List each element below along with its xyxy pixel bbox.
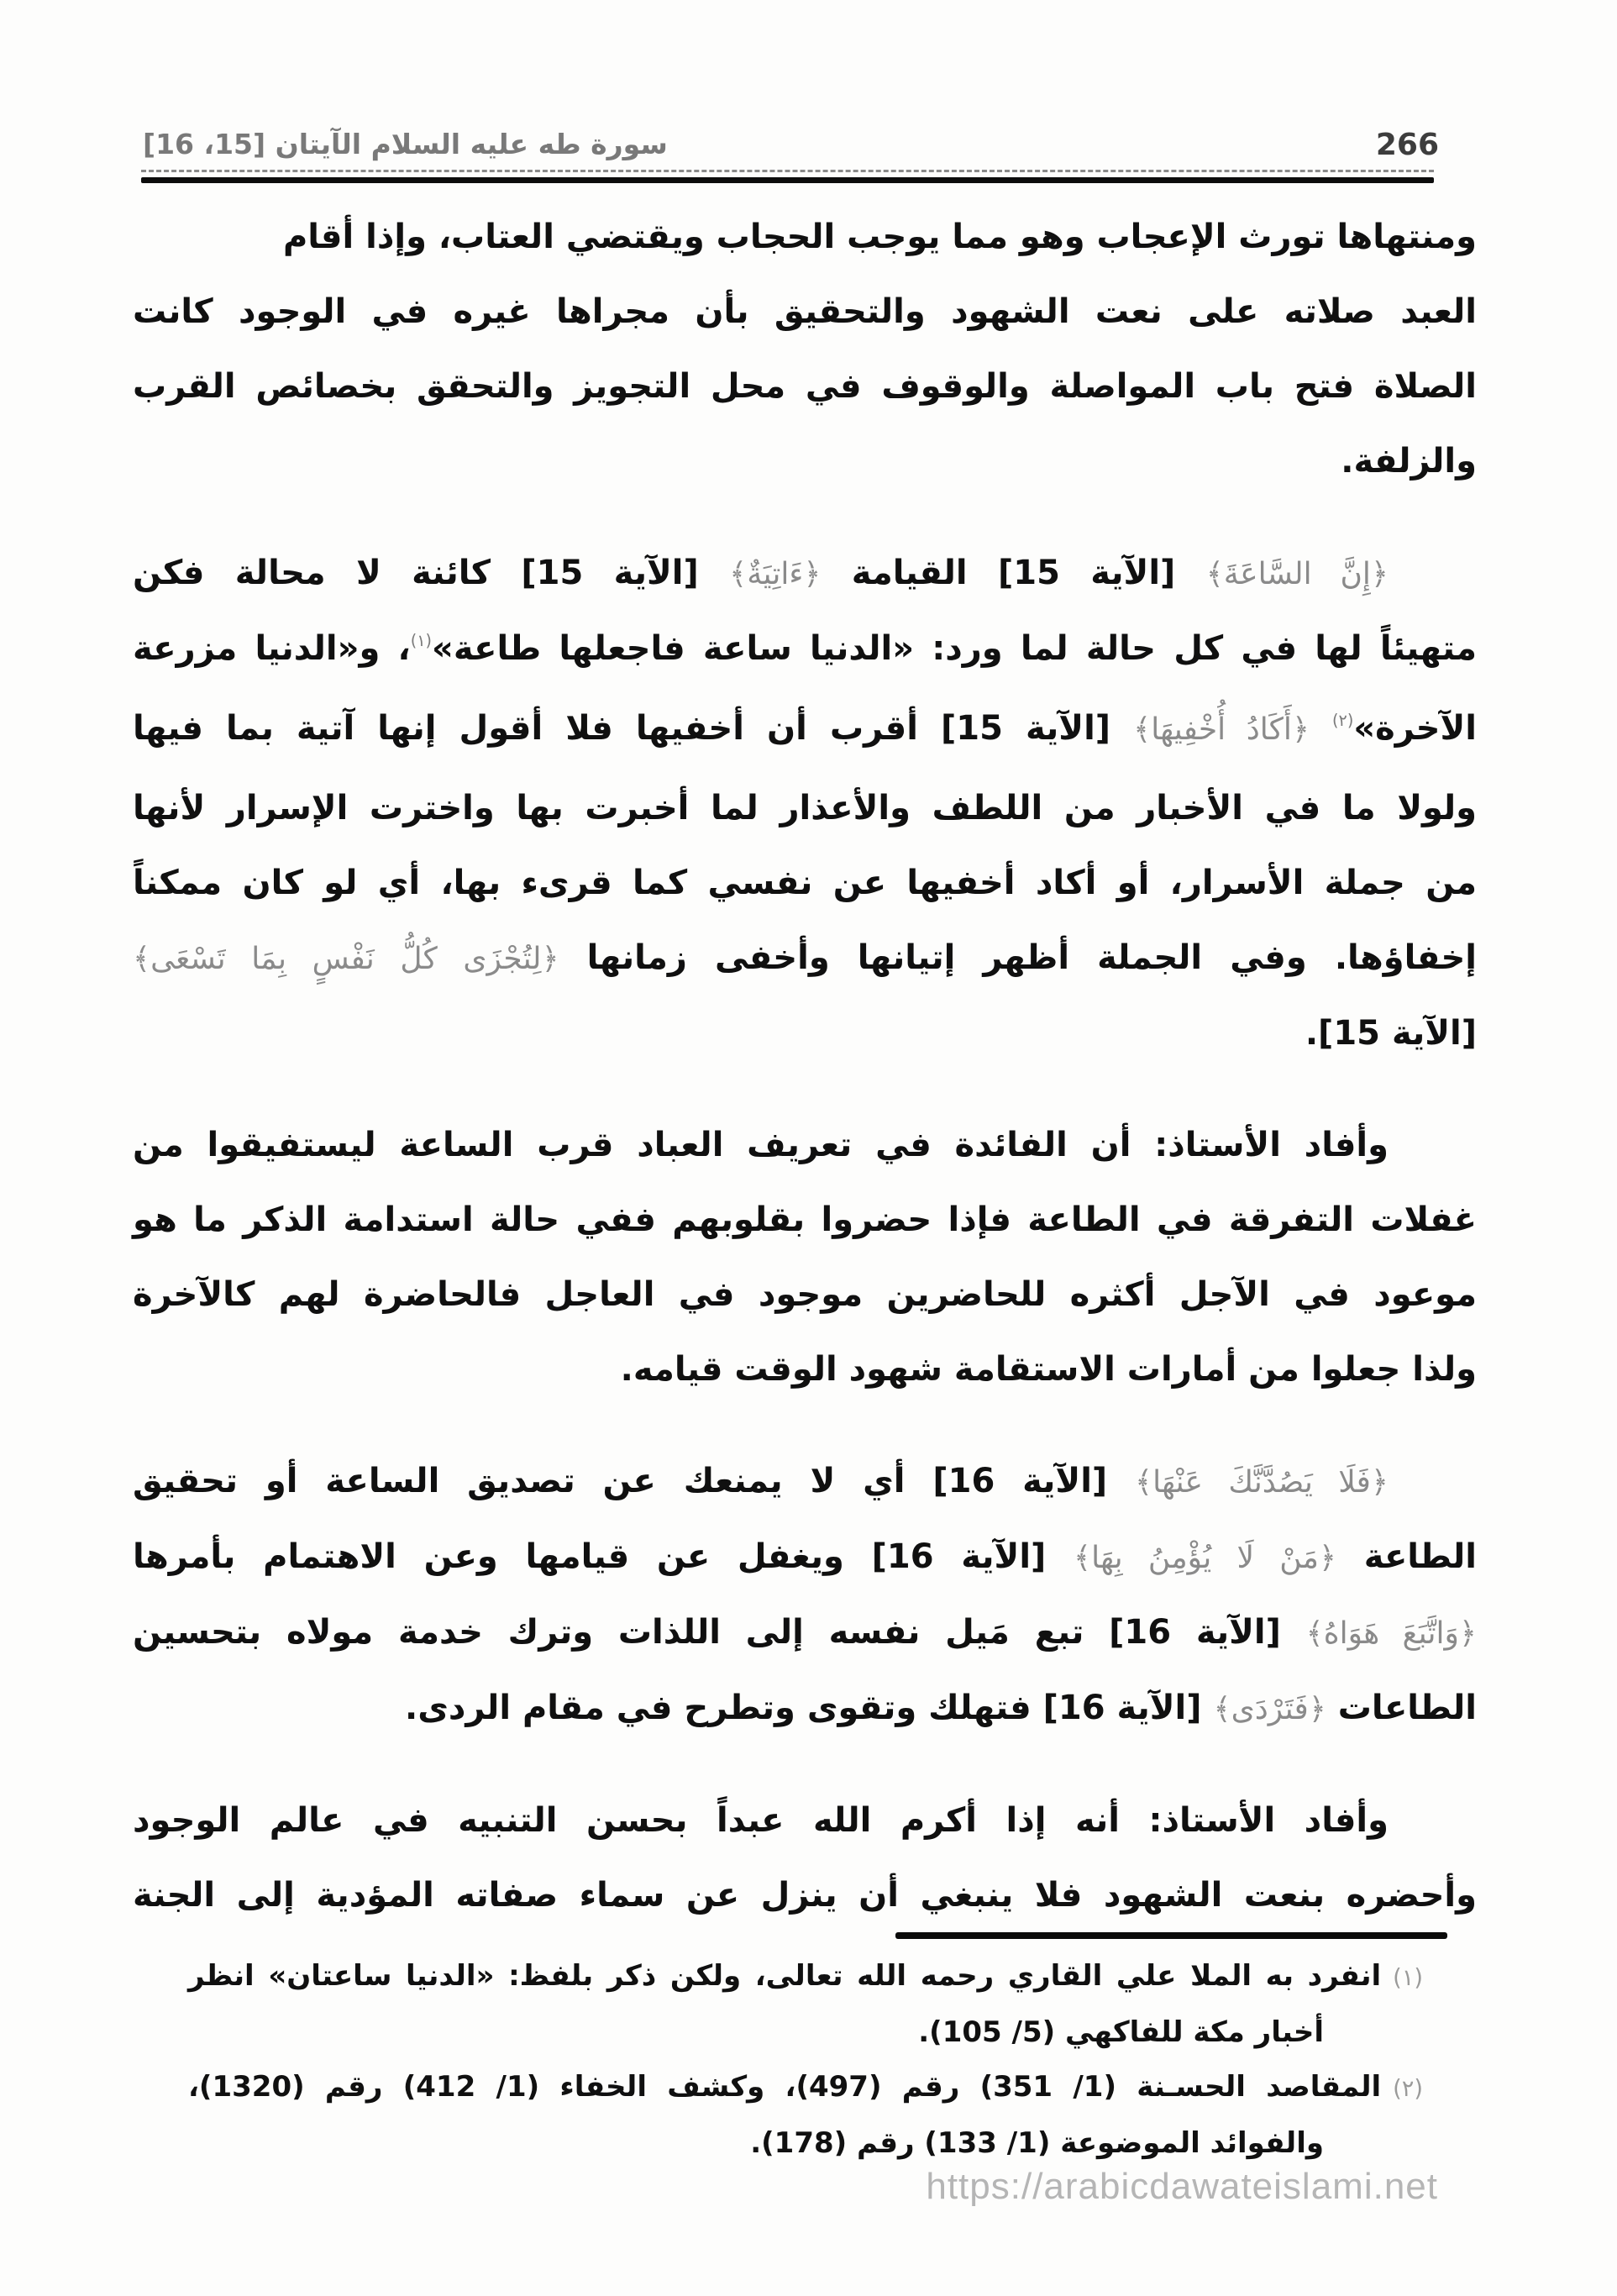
text-line bbox=[133, 1332, 1477, 1407]
text-line bbox=[133, 1595, 1477, 1671]
text-line bbox=[133, 1183, 1477, 1258]
body-segment: [الآية 16] فتهلك وتقوى وتطرح في مقام الردى. bbox=[405, 1689, 1214, 1727]
quran-quote: ﴿ءَاتِيَةٌ﴾ bbox=[729, 557, 822, 591]
footnote-line: والفوائد الموضوعة (1/ 133) رقم (178). bbox=[750, 2126, 1324, 2160]
text-line bbox=[133, 846, 1477, 921]
footnote-marker: (١) bbox=[1393, 1965, 1423, 1991]
quran-quote: ﴿فَتَرْدَى﴾ bbox=[1213, 1692, 1326, 1726]
header-rule-solid-line bbox=[141, 177, 1434, 183]
paragraph bbox=[133, 1444, 1477, 1747]
quran-quote: ﴿فَلَا يَصُدَّنَّكَ عَنْهَا﴾ bbox=[1135, 1465, 1389, 1500]
body-segment: وأفاد الأستاذ: أن الفائدة في تعريف العباد قرب الساعة ليستفيقوا من bbox=[133, 1126, 1389, 1164]
footnote-line bbox=[188, 2060, 1423, 2116]
body-segment: ولولا ما في الأخبار من اللطف والأعذار لما أخبرت بها واخترت الإسرار لأنها bbox=[133, 789, 1477, 828]
footnote-text: انفرد به الملا علي القاري رحمه الله تعالى، ولكن ذكر بلفظ: «الدنيا ساعتان» انظر bbox=[188, 1959, 1382, 1993]
paragraph bbox=[133, 200, 1477, 499]
body-segment bbox=[1310, 709, 1332, 748]
footnote bbox=[188, 1949, 1423, 2060]
body-segment: ، و«الدنيا مزرعة bbox=[133, 629, 411, 668]
footnote-ref: (٢) bbox=[1332, 710, 1354, 730]
text-line bbox=[133, 1858, 1477, 1933]
paragraph bbox=[133, 1108, 1477, 1407]
body-segment: [الآية 16] ويغفل عن قيامها وعن الاهتمام بأمرها bbox=[133, 1537, 1074, 1576]
text-line bbox=[133, 612, 1477, 691]
text-line bbox=[133, 275, 1477, 349]
text-line bbox=[133, 1784, 1477, 1858]
paragraph bbox=[133, 536, 1477, 1071]
text-line bbox=[133, 200, 1477, 275]
footnote-line bbox=[188, 1949, 1423, 2005]
body-segment: الطاعة bbox=[1336, 1537, 1477, 1576]
body-segment: متهيئاً لها في كل حالة لما ورد: «الدنيا ساعة فاجعلها طاعة» bbox=[432, 629, 1477, 668]
quran-quote: ﴿لِتُجْزَى كُلُّ نَفْسٍ بِمَا تَسْعَى﴾ bbox=[133, 942, 559, 976]
text-line bbox=[133, 1108, 1477, 1183]
body-text bbox=[133, 200, 1477, 1933]
text-line bbox=[133, 1520, 1477, 1595]
text-line bbox=[133, 921, 1477, 996]
body-segment: ومنتهاها تورث الإعجاب وهو مما يوجب الحجاب ويقتضي العتاب، وإذا أقام bbox=[282, 218, 1477, 256]
body-segment: ولذا جعلوا من أمارات الاستقامة شهود الوقت قيامه. bbox=[620, 1350, 1477, 1389]
running-title: سورة طه عليه السلام الآيتان [15، 16] bbox=[143, 128, 668, 160]
body-segment: [الآية 15] القيامة bbox=[821, 554, 1206, 592]
quran-quote: ﴿وَاتَّبَعَ هَوَاهُ﴾ bbox=[1305, 1616, 1478, 1651]
footnote-line: أخبار مكة للفاكهي (5/ 105). bbox=[918, 2015, 1324, 2049]
body-segment: إخفاؤها. وفي الجملة أظهر إتيانها وأخفى زمانها bbox=[559, 938, 1477, 977]
body-segment: [الآية 15] كائنة لا محالة فكن bbox=[133, 554, 730, 592]
text-line bbox=[133, 424, 1477, 499]
body-segment: موعود في الآجل أكثره للحاضرين موجود في العاجل فالحاضرة لهم كالآخرة bbox=[133, 1275, 1477, 1314]
header-rule bbox=[141, 170, 1434, 183]
watermark-url: https://arabicdawateislami.net bbox=[926, 2166, 1438, 2207]
text-line bbox=[133, 1444, 1477, 1520]
footnotes bbox=[188, 1949, 1423, 2171]
body-segment: الطاعات bbox=[1326, 1689, 1477, 1727]
footnote-text: المقاصد الحسـنة (1/ 351) رقم (497)، وكشف الخفاء (1/ 412) رقم (1320)، bbox=[188, 2070, 1382, 2104]
text-line bbox=[133, 1671, 1477, 1747]
body-segment: [الآية 16] تبع مَيل نفسه إلى اللذات وترك خدمة مولاه بتحسين bbox=[133, 1613, 1306, 1652]
body-segment: وأفاد الأستاذ: أنه إذا أكرم الله عبداً بحسن التنبيه في عالم الوجود bbox=[133, 1801, 1389, 1840]
footnote-separator bbox=[895, 1932, 1447, 1939]
body-segment: [الآية 15] أقرب أن أخفيها فلا أقول إنها آتية بما فيها bbox=[133, 709, 1134, 748]
quran-quote: ﴿أَكَادُ أُخْفِيهَا﴾ bbox=[1133, 712, 1310, 747]
text-line bbox=[133, 536, 1477, 612]
footnote bbox=[188, 2060, 1423, 2171]
footnote-marker: (٢) bbox=[1393, 2076, 1423, 2102]
text-line bbox=[133, 349, 1477, 424]
body-segment: من جملة الأسرار، أو أكاد أخفيها عن نفسي كما قرىء بها، أي لو كان ممكناً bbox=[133, 864, 1477, 902]
quran-quote: ﴿إِنَّ السَّاعَةَ﴾ bbox=[1205, 557, 1389, 591]
body-segment: وأحضره بنعت الشهود فلا ينبغي أن ينزل عن سماء صفاته المؤدية إلى الجنة bbox=[133, 1876, 1477, 1915]
page-number: 266 bbox=[1375, 128, 1439, 162]
footnote-ref: (١) bbox=[410, 630, 433, 650]
body-segment: غفلات التفرقة في الطاعة فإذا حضروا بقلوبهم ففي حالة استدامة الذكر ما هو bbox=[133, 1201, 1477, 1239]
text-line bbox=[133, 691, 1477, 771]
text-line bbox=[133, 771, 1477, 846]
paragraph bbox=[133, 1784, 1477, 1933]
body-segment: العبد صلاته على نعت الشهود والتحقيق بأن مجراها غيره في الوجود كانت bbox=[133, 292, 1477, 331]
body-segment: [الآية 15]. bbox=[1305, 1014, 1477, 1053]
body-segment: [الآية 16] أي لا يمنعك عن تصديق الساعة أو تحقيق bbox=[133, 1462, 1136, 1500]
body-segment: الآخرة» bbox=[1353, 709, 1477, 748]
body-segment: الصلاة فتح باب المواصلة والوقوف في محل التجويز والتحقق بخصائص القرب bbox=[133, 367, 1477, 406]
quran-quote: ﴿مَنْ لَا يُؤْمِنُ بِهَا﴾ bbox=[1074, 1541, 1336, 1575]
text-line bbox=[133, 1258, 1477, 1332]
header-rule-dashed-line bbox=[141, 170, 1434, 172]
body-segment: والزلفة. bbox=[1341, 442, 1477, 481]
text-line bbox=[133, 996, 1477, 1071]
